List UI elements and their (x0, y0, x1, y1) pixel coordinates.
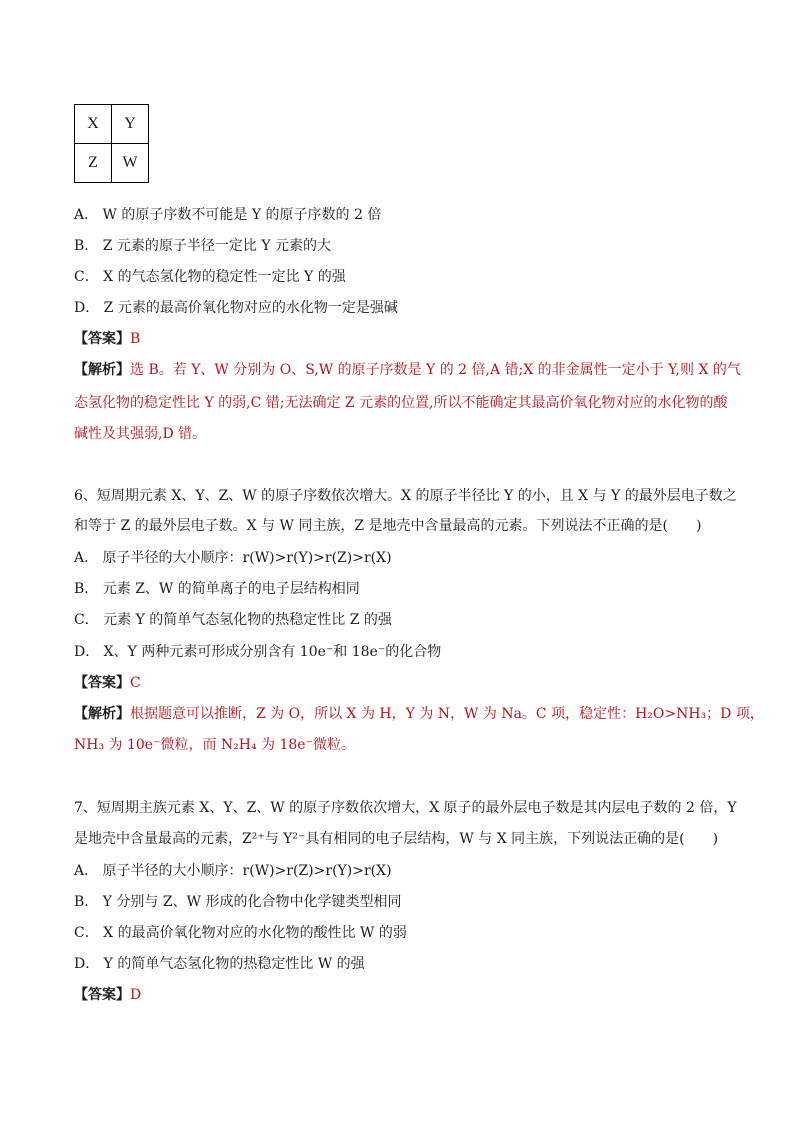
q5-option-d: D． Z 元素的最高价氧化物对应的水化物一定是强碱 (74, 300, 398, 316)
q6-option-c: C． 元素 Y 的简单气态氢化物的热稳定性比 Z 的强 (74, 612, 392, 628)
q6-answer (74, 672, 141, 692)
q7-option-b: B． Y 分别与 Z、W 形成的化合物中化学键类型相同 (74, 894, 402, 910)
cell-w: W (112, 144, 149, 183)
answer-value: C (130, 675, 141, 691)
analysis-tag: 【解析】 (74, 362, 130, 378)
q6-analysis-line-2: NH₃ 为 10e⁻微粒，而 N₂H₄ 为 18e⁻微粒。 (74, 737, 355, 753)
q6-stem-line-1: 6、短周期元素 X、Y、Z、W 的原子序数依次增大。X 的原子半径比 Y 的小，且 X 与 Y 的最外层电子数之 (74, 488, 737, 504)
q5-analysis-line-1: 【解析】选 B。若 Y、W 分别为 O、S,W 的原子序数是 Y 的 2 倍,A 错;X 的非金属性一定小于 Y,则 X 的气 (74, 362, 741, 378)
element-position-table (74, 104, 149, 183)
q5-analysis-line-2: 态氢化物的稳定性比 Y 的弱,C 错;无法确定 Z 元素的位置,所以不能确定其最高价氧化物对应的水化物的酸 (74, 395, 728, 411)
q6-option-a: A． 原子半径的大小顺序：r(W)>r(Y)>r(Z)>r(X) (74, 550, 392, 566)
analysis-tag: 【解析】 (74, 706, 130, 722)
q7-option-c: C． X 的最高价氧化物对应的水化物的酸性比 W 的弱 (74, 925, 407, 941)
q6-analysis-line-1: 【解析】根据题意可以推断，Z 为 O，所以 X 为 H，Y 为 N，W 为 Na。C 项，稳定性：H₂O>NH₃；D 项， (74, 706, 764, 722)
answer-tag: 【答案】 (74, 331, 130, 347)
q7-stem-line-2: 是地壳中含量最高的元素，Z²⁺与 Y²⁻具有相同的电子层结构，W 与 X 同主族，下列说法正确的是( ) (74, 831, 719, 847)
q7-answer (74, 984, 141, 1004)
q5-option-b: B． Z 元素的原子半径一定比 Y 元素的大 (74, 238, 332, 254)
answer-value: B (130, 331, 141, 347)
q6-option-b: B． 元素 Z、W 的简单离子的电子层结构相同 (74, 581, 360, 597)
q5-answer (74, 328, 140, 348)
q5-option-a: A． W 的原子序数不可能是 Y 的原子序数的 2 倍 (74, 207, 382, 223)
cell-x: X (75, 105, 112, 144)
q7-option-d: D． Y 的简单气态氢化物的热稳定性比 W 的强 (74, 956, 365, 972)
answer-tag: 【答案】 (74, 987, 130, 1003)
q5-option-c: C． X 的气态氢化物的稳定性一定比 Y 的强 (74, 269, 346, 285)
cell-y: Y (112, 105, 149, 144)
q5-analysis-line-3: 碱性及其强弱,D 错。 (74, 426, 207, 442)
q7-stem-line-1: 7、短周期主族元素 X、Y、Z、W 的原子序数依次增大，X 原子的最外层电子数是其内层电子数的 2 倍，Y (74, 800, 737, 816)
cell-z: Z (75, 144, 112, 183)
q6-stem-line-2: 和等于 Z 的最外层电子数。X 与 W 同主族，Z 是地壳中含量最高的元素。下列说法不正确的是( ) (74, 518, 702, 534)
answer-value: D (130, 987, 142, 1003)
q7-option-a: A． 原子半径的大小顺序：r(W)>r(Z)>r(Y)>r(X) (74, 863, 392, 879)
answer-tag: 【答案】 (74, 675, 130, 691)
q6-option-d: D． X、Y 两种元素可形成分别含有 10e⁻和 18e⁻的化合物 (74, 644, 442, 660)
